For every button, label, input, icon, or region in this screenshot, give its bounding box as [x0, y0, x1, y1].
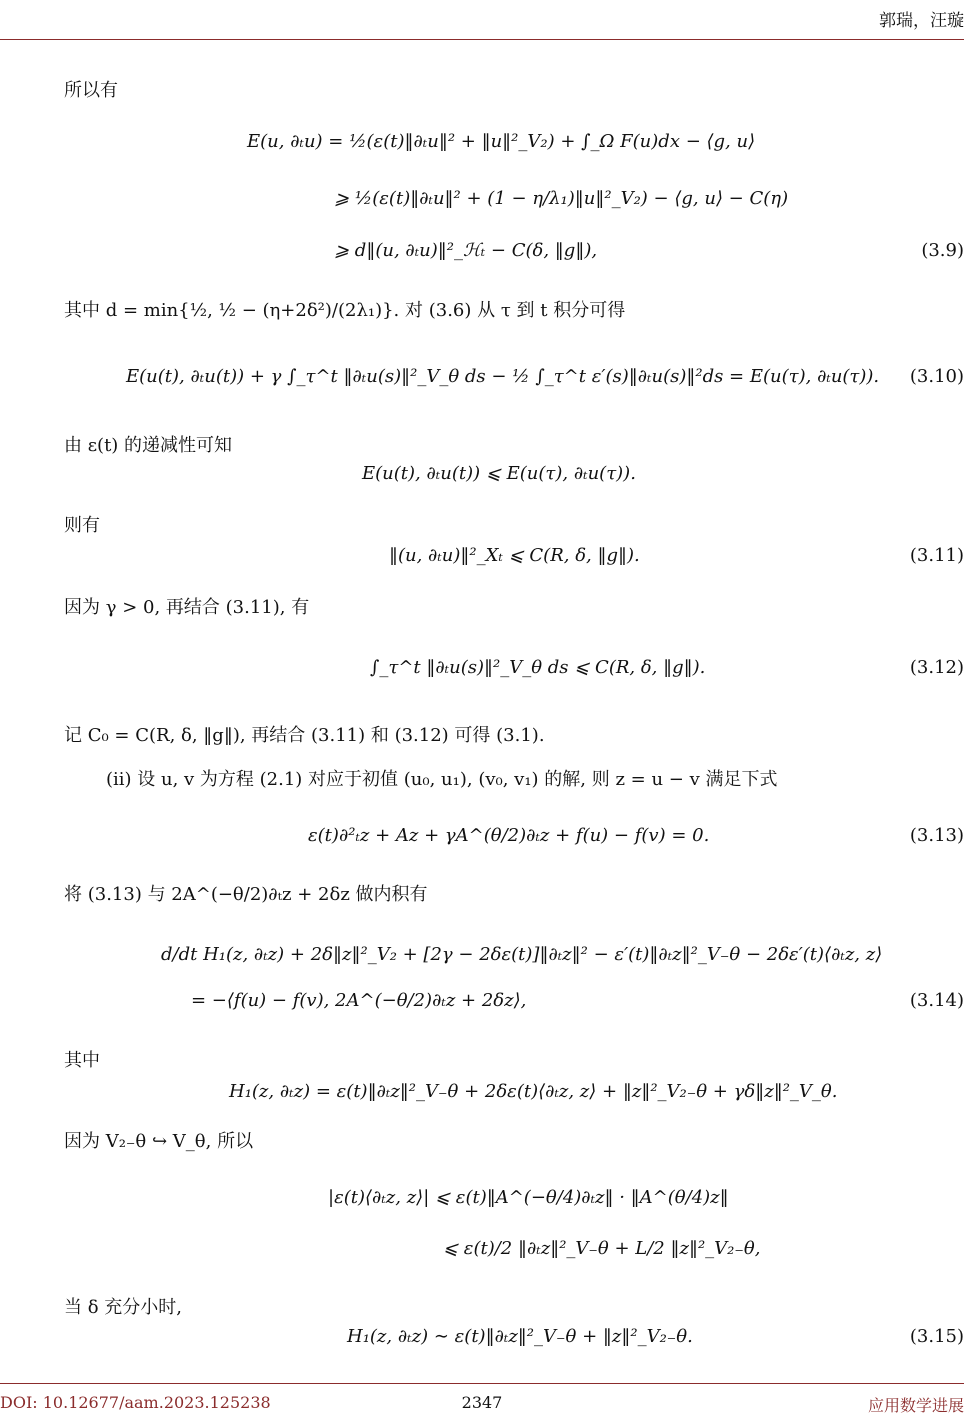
equation-line: d/dt H₁(z, ∂ₜz) + 2δ‖z‖²_V₂ + [2γ − 2δε(t)]‖∂ₜz‖² − ε′(t)‖∂ₜz‖²_V₋θ − 2δε′(t)⟨∂ₜz, z⟩ [161, 944, 883, 965]
footer-journal: 应用数学进展 [867, 1396, 964, 1415]
text-line: 所以有 [64, 80, 118, 101]
equation-number: (3.10) [909, 366, 964, 387]
running-header-authors: 郭瑞，汪璇 [879, 11, 964, 31]
text-line: 其中 [64, 1050, 100, 1071]
equation-number: (3.14) [909, 990, 964, 1011]
equation-number: (3.15) [909, 1326, 964, 1347]
equation-line: ⩾ d‖(u, ∂ₜu)‖²_ℋₜ − C(δ, ‖g‖), [334, 240, 598, 261]
text-line: 记 C₀ = C(R, δ, ‖g‖), 再结合 (3.11) 和 (3.12) 可得 (3.1). [64, 725, 545, 746]
equation-number: (3.11) [909, 545, 964, 566]
equation-line: ⩾ ½(ε(t)‖∂ₜu‖² + (1 − η/λ₁)‖u‖²_V₂) − ⟨g, u⟩ − C(η) [334, 188, 789, 209]
footer-rule [0, 1383, 964, 1384]
equation-number: (3.12) [909, 657, 964, 678]
equation-number: (3.9) [921, 240, 964, 261]
equation-line: ⩽ ε(t)/2 ‖∂ₜz‖²_V₋θ + L/2 ‖z‖²_V₂₋θ, [443, 1238, 761, 1259]
text-line: 则有 [64, 515, 100, 536]
equation-line: ε(t)∂²ₜz + Az + γA^(θ/2)∂ₜz + f(u) − f(v) = 0. [308, 825, 710, 846]
equation-line: ‖(u, ∂ₜu)‖²_Xₜ ⩽ C(R, δ, ‖g‖). [389, 545, 640, 566]
equation-line: H₁(z, ∂ₜz) ∼ ε(t)‖∂ₜz‖²_V₋θ + ‖z‖²_V₂₋θ. [347, 1326, 693, 1347]
header-rule [0, 39, 964, 40]
equation-line: |ε(t)⟨∂ₜz, z⟩| ⩽ ε(t)‖A^(−θ/4)∂ₜz‖ · ‖A^(θ/4)z‖ [328, 1187, 729, 1208]
equation-line: H₁(z, ∂ₜz) = ε(t)‖∂ₜz‖²_V₋θ + 2δε(t)⟨∂ₜz, z⟩ + ‖z‖²_V₂₋θ + γδ‖z‖²_V_θ. [229, 1081, 838, 1102]
footer-page-number: 2347 [461, 1393, 503, 1412]
text-line: 因为 γ > 0, 再结合 (3.11), 有 [64, 597, 310, 618]
text-line: (ii) 设 u, v 为方程 (2.1) 对应于初值 (u₀, u₁), (v₀, v₁) 的解, 则 z = u − v 满足下式 [106, 769, 778, 790]
text-line: 因为 V₂₋θ ↪ V_θ, 所以 [64, 1131, 254, 1152]
equation-line: E(u(t), ∂ₜu(t)) ⩽ E(u(τ), ∂ₜu(τ)). [362, 463, 636, 484]
text-line: 当 δ 充分小时, [64, 1297, 183, 1318]
equation-line: = −⟨f(u) − f(v), 2A^(−θ/2)∂ₜz + 2δz⟩, [191, 990, 527, 1011]
text-line: 其中 d = min{½, ½ − (η+2δ²)/(2λ₁)}. 对 (3.6) 从 τ 到 t 积分可得 [64, 300, 626, 321]
equation-line: E(u, ∂ₜu) = ½(ε(t)‖∂ₜu‖² + ‖u‖²_V₂) + ∫_Ω F(u)dx − ⟨g, u⟩ [247, 131, 756, 152]
equation-number: (3.13) [909, 825, 964, 846]
equation-line: ∫_τ^t ‖∂ₜu(s)‖²_V_θ ds ⩽ C(R, δ, ‖g‖). [370, 657, 706, 678]
footer-doi: DOI: 10.12677/aam.2023.125238 [0, 1393, 271, 1412]
text-line: 将 (3.13) 与 2A^(−θ/2)∂ₜz + 2δz 做内积有 [64, 884, 428, 905]
text-line: 由 ε(t) 的递减性可知 [64, 435, 233, 456]
equation-line: E(u(t), ∂ₜu(t)) + γ ∫_τ^t ‖∂ₜu(s)‖²_V_θ ds − ½ ∫_τ^t ε′(s)‖∂ₜu(s)‖²ds = E(u(τ), ∂ₜu(τ)). [126, 366, 880, 387]
